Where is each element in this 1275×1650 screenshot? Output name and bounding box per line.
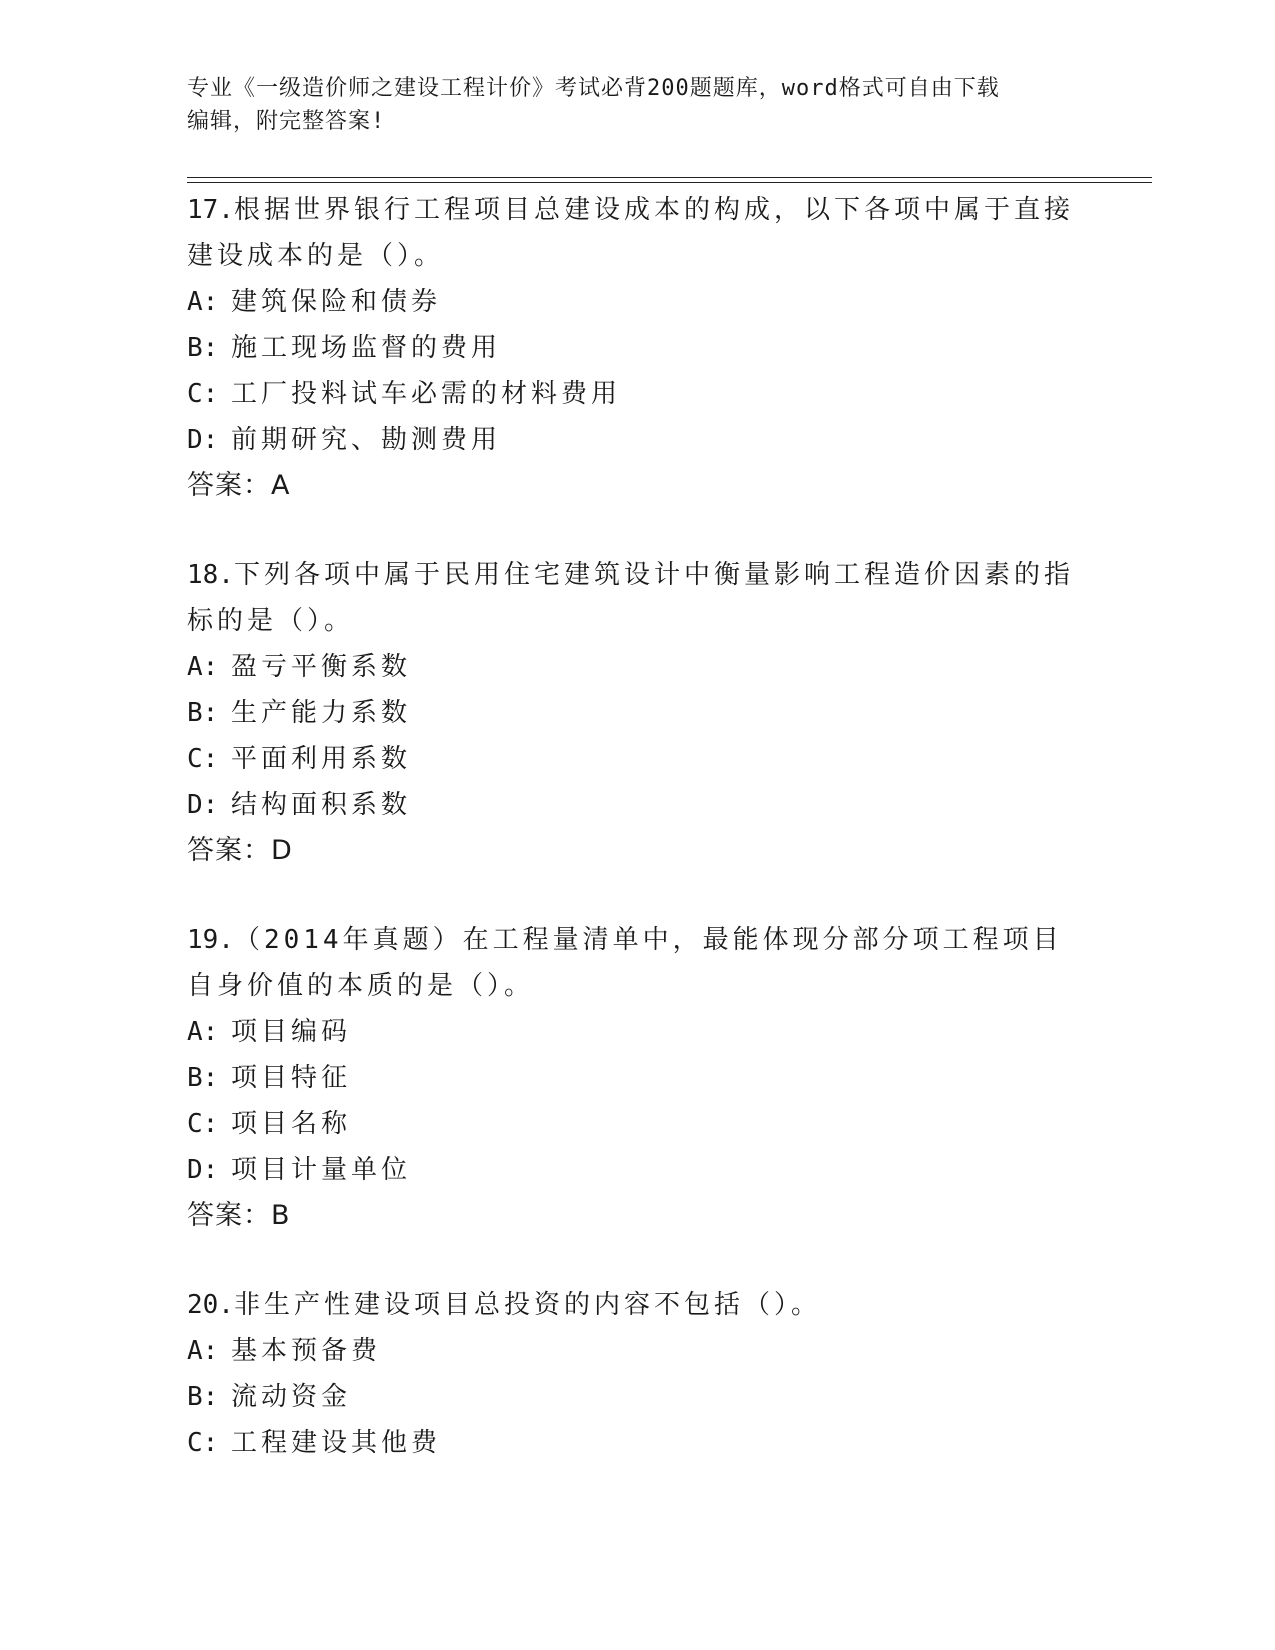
option-letter: B: [187,333,219,363]
option-a [187,279,1087,325]
option-b [187,1374,1087,1420]
option-letter: C: [187,744,219,774]
option-a [187,1009,1087,1055]
option-c [187,1101,1087,1147]
option-c [187,1420,1087,1466]
header-line-1: 专业《一级造价师之建设工程计价》考试必背200题题库，word格式可自由下载 [187,76,1000,101]
option-text: 结构面积系数 [231,790,412,820]
option-letter: B: [187,1382,219,1412]
question-number: 17. [187,195,234,225]
option-text: 基本预备费 [231,1336,382,1366]
answer: 答案：D [187,835,293,866]
header-line-2: 编辑，附完整答案! [187,109,386,134]
option-text: 盈亏平衡系数 [231,652,412,682]
option-letter: A: [187,652,219,682]
question-stem [187,187,1087,279]
option-d [187,782,1087,828]
question-number: 20. [187,1290,234,1320]
question-number: 19. [187,925,234,955]
option-letter: C: [187,1428,219,1458]
question-20 [187,1282,1087,1466]
question-stem [187,552,1087,644]
question-17 [187,187,1087,509]
option-text: 项目计量单位 [231,1155,412,1185]
option-text: 前期研究、勘测费用 [231,425,502,455]
question-text: 非生产性建设项目总投资的内容不包括（）。 [233,1290,821,1320]
option-letter: D: [187,425,219,455]
answer: 答案：A [187,470,291,501]
option-letter: A: [187,287,219,317]
question-text: 下列各项中属于民用住宅建筑设计中衡量影响工程造价因素的指标的是（）。 [187,560,1074,636]
option-b [187,690,1087,736]
option-letter: A: [187,1336,219,1366]
option-letter: B: [187,1063,219,1093]
question-text: （2014年真题）在工程量清单中，最能体现分部分项工程项目自身价值的本质的是（）。 [187,925,1063,1001]
option-text: 生产能力系数 [231,698,412,728]
option-letter: D: [187,790,219,820]
option-a [187,644,1087,690]
header-divider-bottom [187,182,1152,183]
question-stem [187,1282,1087,1328]
question-18 [187,552,1087,874]
option-letter: B: [187,698,219,728]
option-letter: A: [187,1017,219,1047]
option-c [187,371,1087,417]
option-text: 项目编码 [231,1017,352,1047]
header-divider-top [187,177,1152,178]
option-letter: D: [187,1155,219,1185]
question-text: 根据世界银行工程项目总建设成本的构成，以下各项中属于直接建设成本的是（）。 [187,195,1074,271]
option-letter: C: [187,379,219,409]
question-number: 18. [187,560,234,590]
option-d [187,417,1087,463]
option-text: 工厂投料试车必需的材料费用 [231,379,622,409]
option-text: 流动资金 [231,1382,352,1412]
option-text: 施工现场监督的费用 [231,333,502,363]
option-b [187,1055,1087,1101]
option-text: 平面利用系数 [231,744,412,774]
option-text: 项目名称 [231,1109,352,1139]
option-d [187,1147,1087,1193]
option-text: 建筑保险和债券 [231,287,442,317]
option-letter: C: [187,1109,219,1139]
option-a [187,1328,1087,1374]
question-19 [187,917,1087,1239]
answer: 答案：B [187,1200,291,1231]
option-text: 工程建设其他费 [231,1428,442,1458]
option-c [187,736,1087,782]
question-stem [187,917,1087,1009]
option-b [187,325,1087,371]
document-header [187,72,1087,138]
option-text: 项目特征 [231,1063,352,1093]
